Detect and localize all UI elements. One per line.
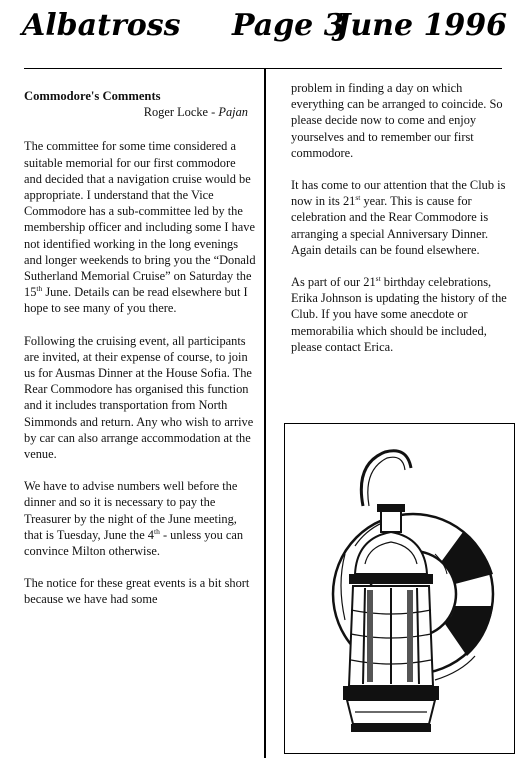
lifebuoy-lantern-illustration	[284, 423, 515, 754]
paragraph-notice: The notice for these great events is a bit short because we have had some	[24, 576, 250, 607]
page-label: Page 3	[232, 8, 345, 43]
newsletter-name: Albatross	[22, 8, 181, 43]
author-name: Roger Locke -	[143, 105, 219, 120]
issue-date: June 1996	[336, 8, 507, 43]
lifebuoy-lantern-icon	[285, 424, 513, 752]
article-byline	[24, 104, 256, 120]
column-divider	[264, 68, 266, 758]
boat-name: Pajan	[218, 105, 248, 120]
paragraph-club-history: As part of our 21st birthday celebrations, Erika Johnson is updating the history of the Club. If you have some anecdote or memorabilia which should be included, please contact Erica.	[291, 273, 507, 354]
paragraph-anniversary: It has come to our attention that the Club is now in its 21st year. This is cause for celebration and the Rear Commodore is arranging a special Anniversary Dinner. Again details can be found elsewhere.	[291, 178, 506, 257]
header-rule	[24, 68, 502, 69]
paragraph-memorial-cruise: The committee for some time considered a suitable memorial for our first commodore and decided that a navigation cruise would be appropriate. I understand that the Vice Commodore has a sub-committee led by the membership officer and including some I have not identified working in the long evenings and longer weekends to bring you the “Donald Sutherland Memorial Cruise” on Saturday the 15th June. Details can be read elsewhere but I hope to see many of you there.	[24, 139, 256, 316]
masthead	[22, 8, 507, 48]
right-column	[291, 80, 516, 371]
left-column	[24, 88, 256, 624]
paragraph-dinner: Following the cruising event, all participants are invited, at their expense of course, to join us for Ausmas Dinner at the House Sofia. The Rear Commodore has organised this function and it includes transportation from North Simmonds and return. Any who wish to arrive by car can also arrange accommodation at the venue.	[24, 333, 254, 462]
paragraph-payment: We have to advise numbers well before the dinner and so it is necessary to pay the Treasurer by the night of the June meeting, that is Tuesday, June the 4th - unless you can convince Milton otherwise.	[24, 479, 244, 559]
article-heading: Commodore's Comments	[24, 89, 161, 103]
paragraph-notice-continued: problem in finding a day on which everything can be arranged to coincide. So please decide now to come and enjoy yourselves and to remember our first commodore.	[291, 81, 503, 160]
